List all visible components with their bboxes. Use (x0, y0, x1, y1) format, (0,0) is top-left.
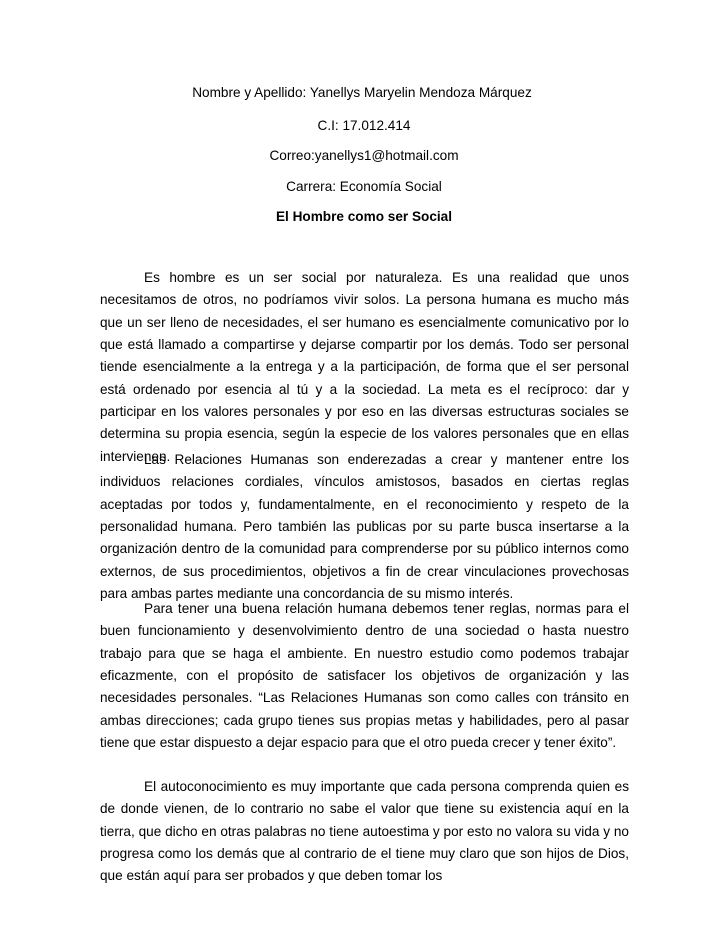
paragraph-4-text: El autoconocimiento es muy importante que cada persona comprenda quien es de donde vienen, de lo contrario no sabe el valor que tiene su existencia aquí en la tierra, que dicho en otras palabras no tiene autoestima y por esto no valora su vida y no progresa como los demás que al contrario de el tiene muy claro que son hijos de Dios, que están aquí para ser probados y que deben tomar los (100, 779, 629, 884)
paragraph-3-text: Para tener una buena relación humana debemos tener reglas, normas para el buen funcionamiento y desenvolvimiento dentro de una sociedad o hasta nuestro trabajo para que se haga el ambiente. En nuestro estudio como podemos trabajar eficazmente, con el propósito de satisfacer los objetivos de organización y las necesidades personales. “Las Relaciones Humanas son como calles con tránsito en ambas direcciones; cada grupo tienes sus propias metas y habilidades, pero al pasar tiene que estar dispuesto a dejar espacio para que el otro pueda crecer y tener éxito”. (100, 601, 629, 751)
id-number-line: C.I: 17.012.414 (317, 118, 411, 133)
paragraph-1 (100, 267, 629, 468)
paragraph-1-text: Es hombre es un ser social por naturaleza. Es una realidad que unos necesitamos de otros, no podríamos vivir solos. La persona humana es mucho más que un ser lleno de necesidades, el ser humano es esencialmente comunicativo por lo que está llamado a compartirse y dejarse compartir por los demás. Todo ser personal tiende esencialmente a la entrega y a la participación, de forma que el ser personal está ordenado por esencia al tú y a la sociedad. La meta es el recíproco: dar y participar en los valores personales y por eso en las diversas estructuras sociales se determina su propia esencia, según la especie de los valores personales que en ellas intervienen. (100, 270, 629, 464)
email-line: Correo:yanellys1@hotmail.com (269, 148, 459, 163)
paragraph-2 (100, 449, 629, 605)
paragraph-4 (100, 776, 629, 888)
career-line: Carrera: Economía Social (286, 179, 442, 194)
document-title: El Hombre como ser Social (275, 209, 453, 224)
paragraph-3 (100, 598, 629, 754)
paragraph-2-text: Las Relaciones Humanas son enderezadas a crear y mantener entre los individuos relaciones cordiales, vínculos amistosos, basados en ciertas reglas aceptadas por todos y, fundamentalmente, en el reconocimiento y respeto de la personalidad humana. Pero también las publicas por su parte busca insertarse a la organización dentro de la comunidad para comprenderse por su público internos como externos, de sus procedimientos, objetivos a fin de crear vinculaciones provechosas para ambas partes mediante una concordancia de su mismo interés. (100, 452, 629, 602)
author-name-line: Nombre y Apellido: Yanellys Maryelin Mendoza Márquez (192, 85, 532, 100)
